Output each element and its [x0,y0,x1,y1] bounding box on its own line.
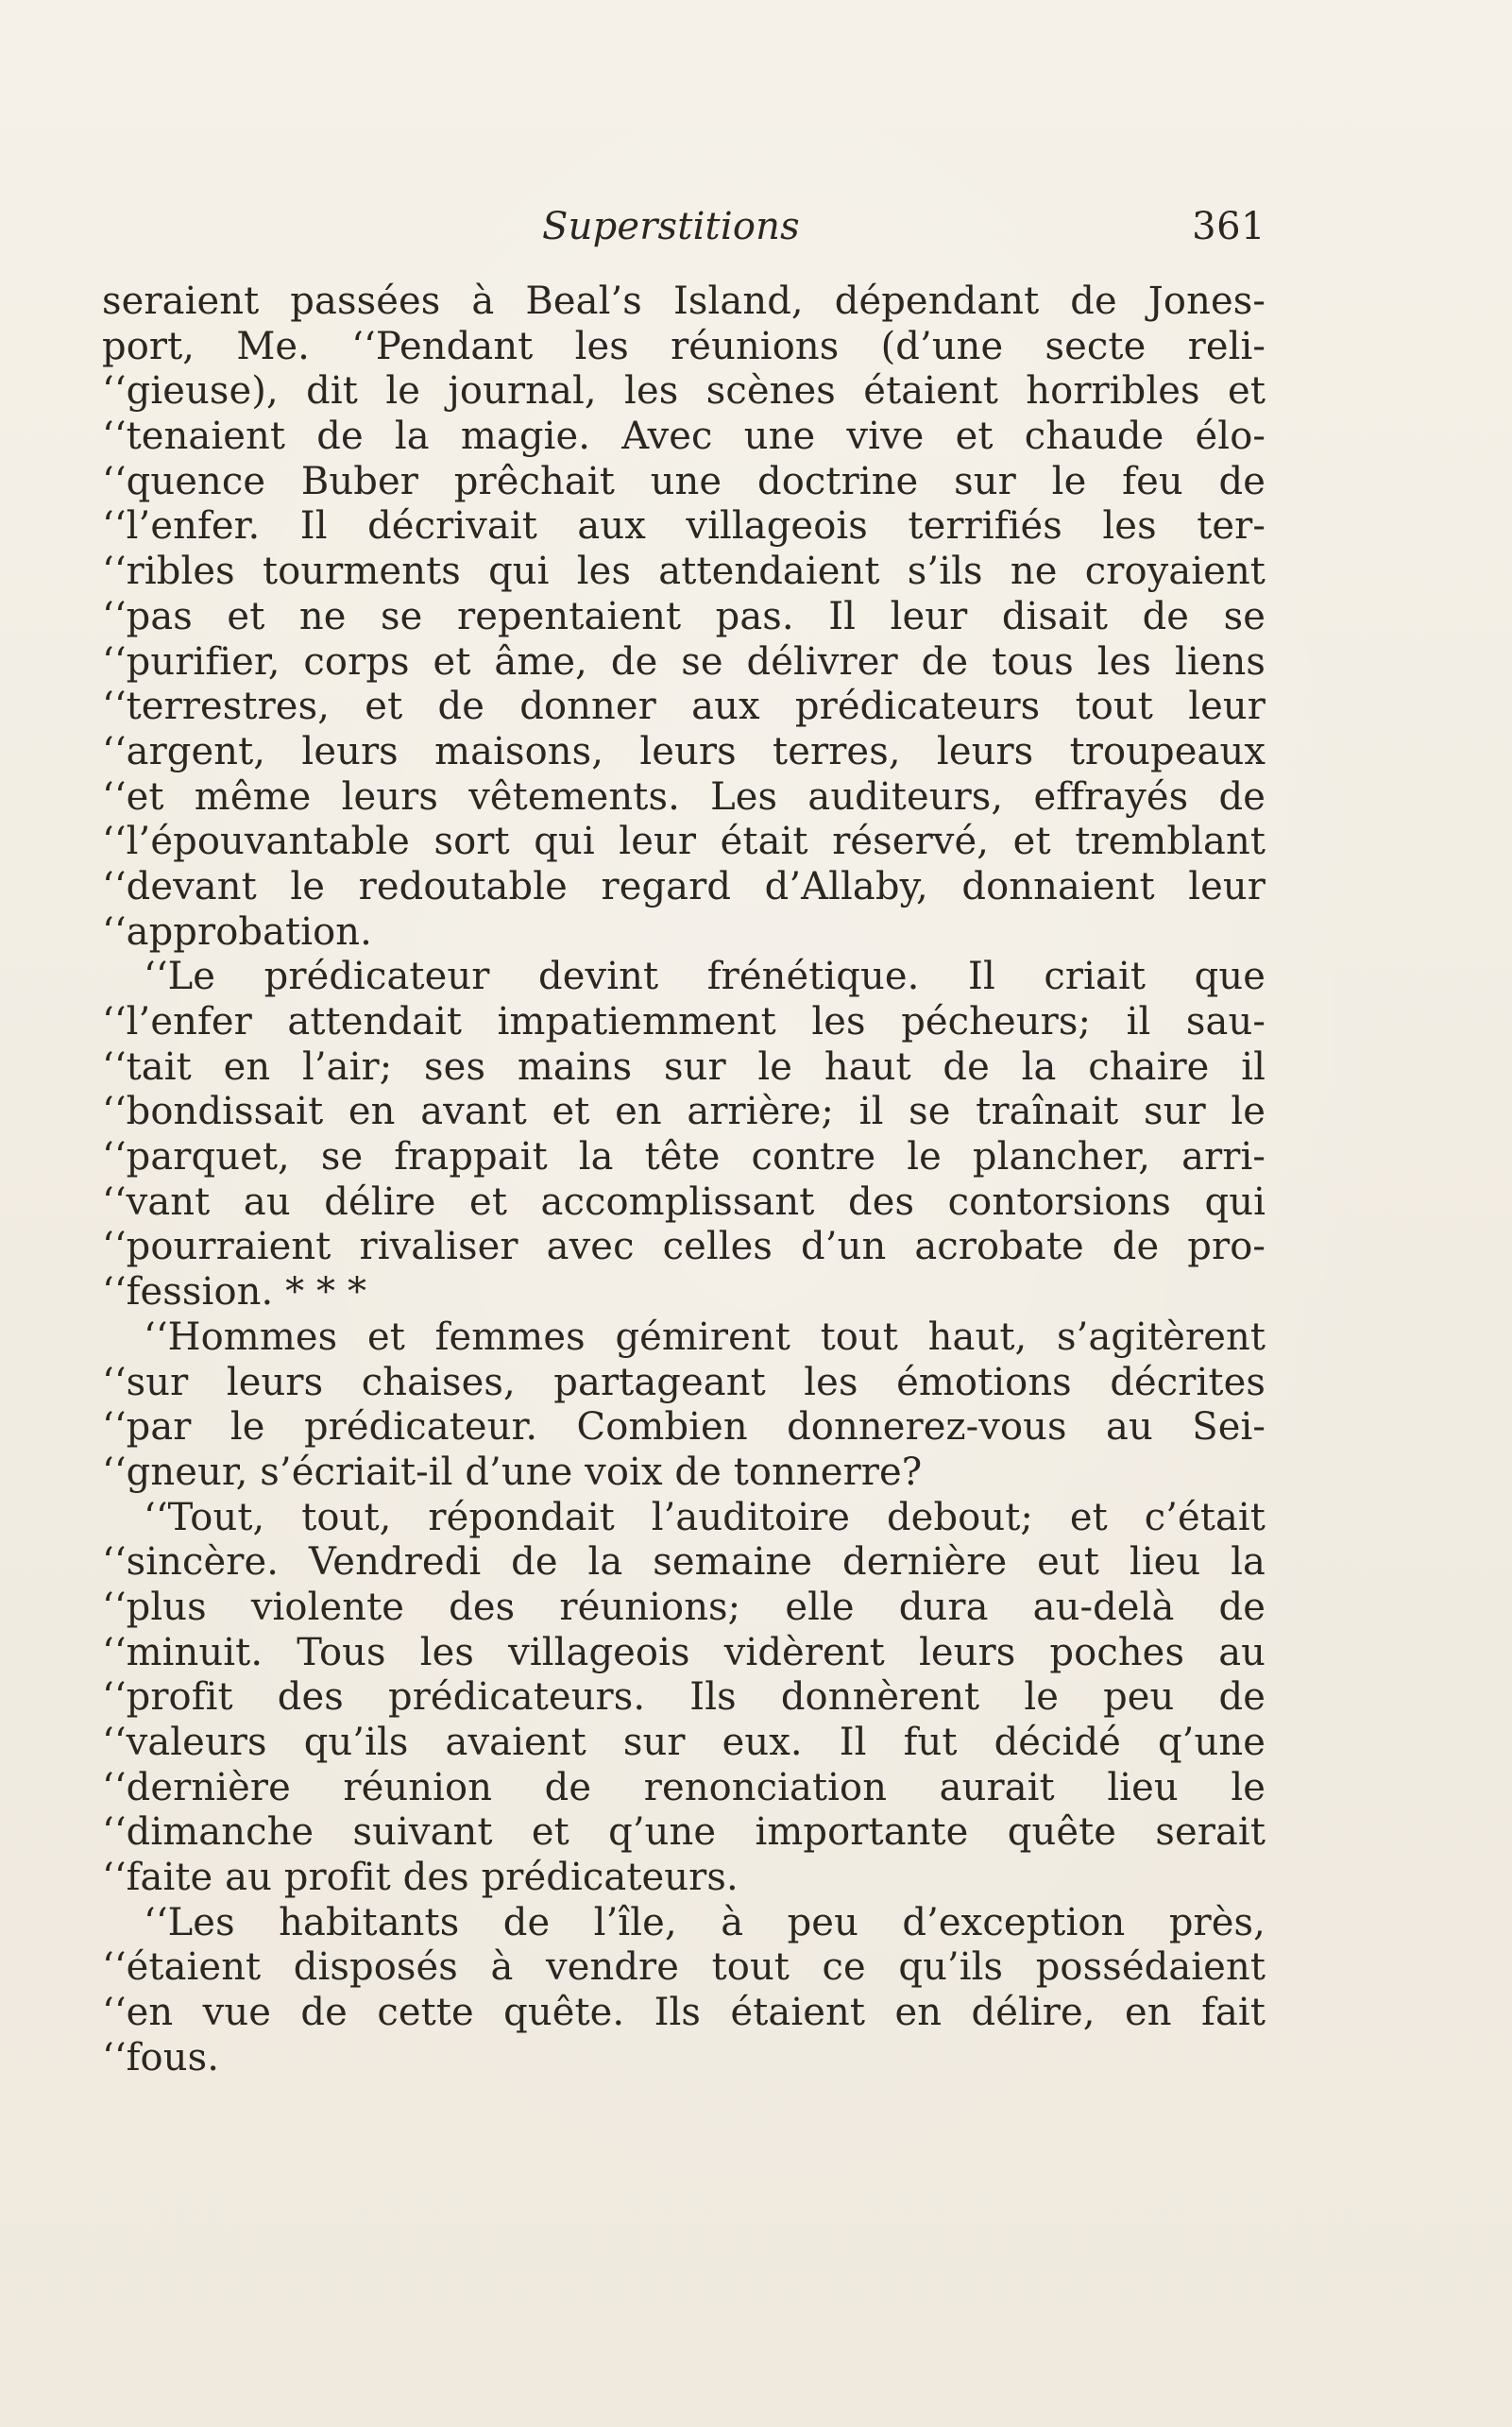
text-line: seraient passées à Beal’s Island, dépendant de Jones- [102,280,1266,323]
text-line: ‘‘gieuse), dit le journal, les scènes étaient horribles et [102,369,1266,414]
text-line: ‘‘devant le redoutable regard d’Allaby, donnaient leur [102,864,1266,908]
text-line: ‘‘Tout, tout, répondait l’auditoire debout; et c’était [144,1495,1266,1539]
text-line: ‘‘dimanche suivant et q’une importante quête serait [102,1810,1266,1855]
text-line: ‘‘tait en l’air; ses mains sur le haut de la chaire il [102,1044,1266,1089]
text-line: port, Me. ‘‘Pendant les réunions (d’une secte reli- [102,324,1266,368]
page-header [102,198,1266,255]
text-line: ‘‘argent, leurs maisons, leurs terres, leurs troupeaux [102,729,1266,773]
text-line: ‘‘dernière réunion de renonciation aurait lieu le [102,1765,1266,1809]
text-line: ‘‘par le prédicateur. Combien donnerez-vous au Sei- [102,1405,1266,1450]
text-line: ‘‘l’enfer attendait impatiemment les pécheurs; il sau- [102,1000,1266,1044]
text-line: ‘‘sincère. Vendredi de la semaine dernière eut lieu la [102,1540,1266,1585]
text-line: ‘‘Les habitants de l’île, à peu d’exception près, [144,1900,1266,1944]
text-line: ‘‘valeurs qu’ils avaient sur eux. Il fut décidé q’une [102,1721,1266,1764]
text-line: ‘‘parquet, se frappait la tête contre le plancher, arri- [102,1135,1266,1180]
text-line: ‘‘ribles tourments qui les attendaient s’ils ne croyaient [102,550,1266,594]
text-line: ‘‘profit des prédicateurs. Ils donnèrent le peu de [102,1675,1266,1720]
text-line: ‘‘pas et ne se repentaient pas. Il leur disait de se [102,594,1266,638]
text-line: ‘‘quence Buber prêchait une doctrine sur le feu de [102,459,1266,503]
text-line: ‘‘pourraient rivaliser avec celles d’un acrobate de pro- [102,1225,1266,1269]
text-line: ‘‘minuit. Tous les villageois vidèrent leurs poches au [102,1630,1266,1674]
body-text [102,280,1266,2081]
text-line: ‘‘gneur, s’écriait-il d’une voix de tonnerre? [102,1450,923,1494]
running-title: Superstitions [542,205,800,248]
text-line: ‘‘approbation. [102,909,372,954]
text-line: ‘‘tenaient de la magie. Avec une vive et chaude élo- [102,415,1266,459]
text-line: ‘‘plus violente des réunions; elle dura au-delà de [102,1585,1266,1629]
text-line: ‘‘l’épouvantable sort qui leur était réservé, et tremblant [102,820,1266,864]
text-line: ‘‘en vue de cette quête. Ils étaient en délire, en fait [102,1991,1266,2035]
text-line: ‘‘fession. * * * [102,1270,367,1315]
text-line: ‘‘Le prédicateur devint frénétique. Il criait que [144,955,1266,999]
text-line: ‘‘faite au profit des prédicateurs. [102,1856,739,1900]
text-line: ‘‘purifier, corps et âme, de se délivrer de tous les liens [102,639,1266,684]
text-line: ‘‘Hommes et femmes gémirent tout haut, s’agitèrent [144,1315,1266,1359]
text-line: ‘‘fous. [102,2035,220,2079]
page-number: 361 [1192,205,1266,248]
text-line: ‘‘et même leurs vêtements. Les auditeurs, effrayés de [102,774,1266,819]
text-line: ‘‘étaient disposés à vendre tout ce qu’ils possédaient [102,1945,1266,1990]
text-line: ‘‘vant au délire et accomplissant des contorsions qui [102,1180,1266,1224]
text-line: ‘‘l’enfer. Il décrivait aux villageois terrifiés les ter- [102,504,1266,549]
text-line: ‘‘terrestres, et de donner aux prédicateurs tout leur [102,685,1266,729]
text-line: ‘‘sur leurs chaises, partageant les émotions décrites [102,1360,1266,1404]
text-line: ‘‘bondissait en avant et en arrière; il se traînait sur le [102,1090,1266,1134]
